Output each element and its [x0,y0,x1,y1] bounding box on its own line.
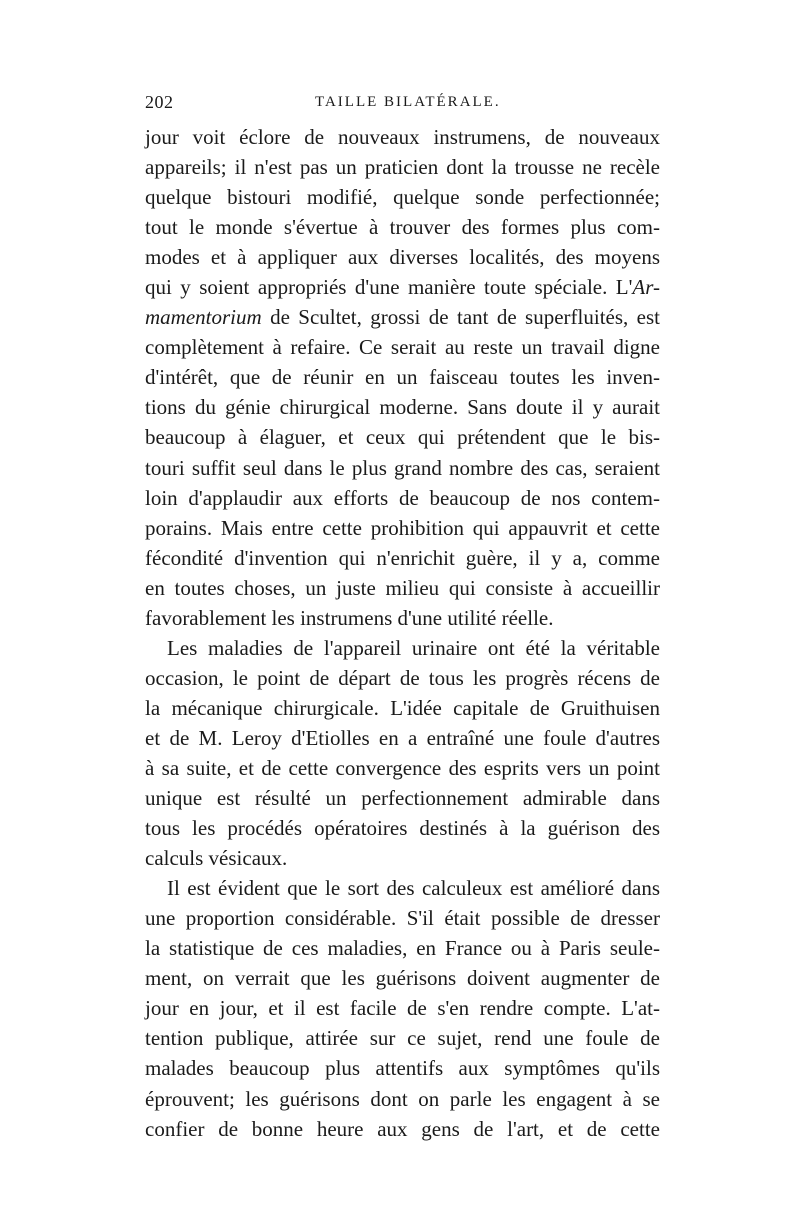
text-line: touri suffit seul dans le plus grand nombre des cas, seraient [145,455,660,480]
text-line: appareils; il n'est pas un praticien dont la trousse ne recèle [145,155,660,180]
text-line: tous les procédés opératoires destinés à la guérison des [145,816,660,841]
page-header [145,92,665,116]
text-line: malades beaucoup plus attentifs aux symptômes qu'ils [145,1056,660,1081]
text-line: à sa suite, et de cette convergence des esprits vers un point [145,755,660,780]
text-line: modes et à appliquer aux diverses localités, des moyens [145,245,660,270]
text-line: complètement à refaire. Ce serait au reste un travail digne [145,335,660,360]
line-text: de Scultet, grossi de tant de superfluités, est [270,305,660,330]
text-line: d'intérêt, que de réunir en un faisceau toutes les inven- [145,365,660,390]
text-line-armamentorium-start [145,272,660,302]
text-line: une proportion considérable. S'il était possible de dresser [145,906,660,931]
text-line: fécondité d'invention qui n'enrichit guère, il y a, comme [145,545,660,570]
text-line: unique est résulté un perfectionnement admirable dans [145,786,660,811]
text-line-paragraph-end: calculs vésicaux. [145,846,288,871]
text-line: tout le monde s'évertue à trouver des formes plus com- [145,215,660,240]
text-line-paragraph-start: Les maladies de l'appareil urinaire ont été la véritable [167,635,660,660]
text-line: tention publique, attirée sur ce sujet, rend une foule de [145,1026,660,1051]
text-line: en toutes choses, un juste milieu qui consiste à accueillir [145,575,660,600]
text-line: la statistique de ces maladies, en France ou à Paris seule- [145,936,660,961]
page-number: 202 [145,92,174,112]
line-text: qui y soient appropriés d'une manière toute spéciale. L' [145,275,633,300]
text-line: jour en jour, et il est facile de s'en rendre compte. L'at- [145,996,660,1021]
italic-word: Ar- [632,275,660,300]
text-line: ment, on verrait que les guérisons doivent augmenter de [145,966,660,991]
text-line: occasion, le point de départ de tous les progrès récens de [145,665,660,690]
text-line: beaucoup à élaguer, et ceux qui prétendent que le bis- [145,425,660,450]
text-line: loin d'applaudir aux efforts de beaucoup de nos contem- [145,485,660,510]
text-line-paragraph-start: Il est évident que le sort des calculeux est amélioré dans [167,876,660,901]
text-line: porains. Mais entre cette prohibition qui appauvrit et cette [145,515,660,540]
text-line-armamentorium-end [145,302,660,332]
text-line: confier de bonne heure aux gens de l'art, et de cette [145,1116,660,1141]
text-line: tions du génie chirurgical moderne. Sans doute il y aurait [145,395,660,420]
text-line: quelque bistouri modifié, quelque sonde perfectionnée; [145,185,660,210]
text-line: jour voit éclore de nouveaux instrumens, de nouveaux [145,125,660,149]
text-line: la mécanique chirurgicale. L'idée capitale de Gruithuisen [145,695,660,720]
body-text [145,122,660,1144]
italic-word: mamentorium [145,305,262,330]
text-line: et de M. Leroy d'Etiolles en a entraîné une foule d'autres [145,725,660,750]
text-line: éprouvent; les guérisons dont on parle les engagent à se [145,1086,660,1111]
running-title: TAILLE BILATÉRALE. [315,94,501,110]
text-line-paragraph-end: favorablement les instrumens d'une utilité réelle. [145,605,554,630]
